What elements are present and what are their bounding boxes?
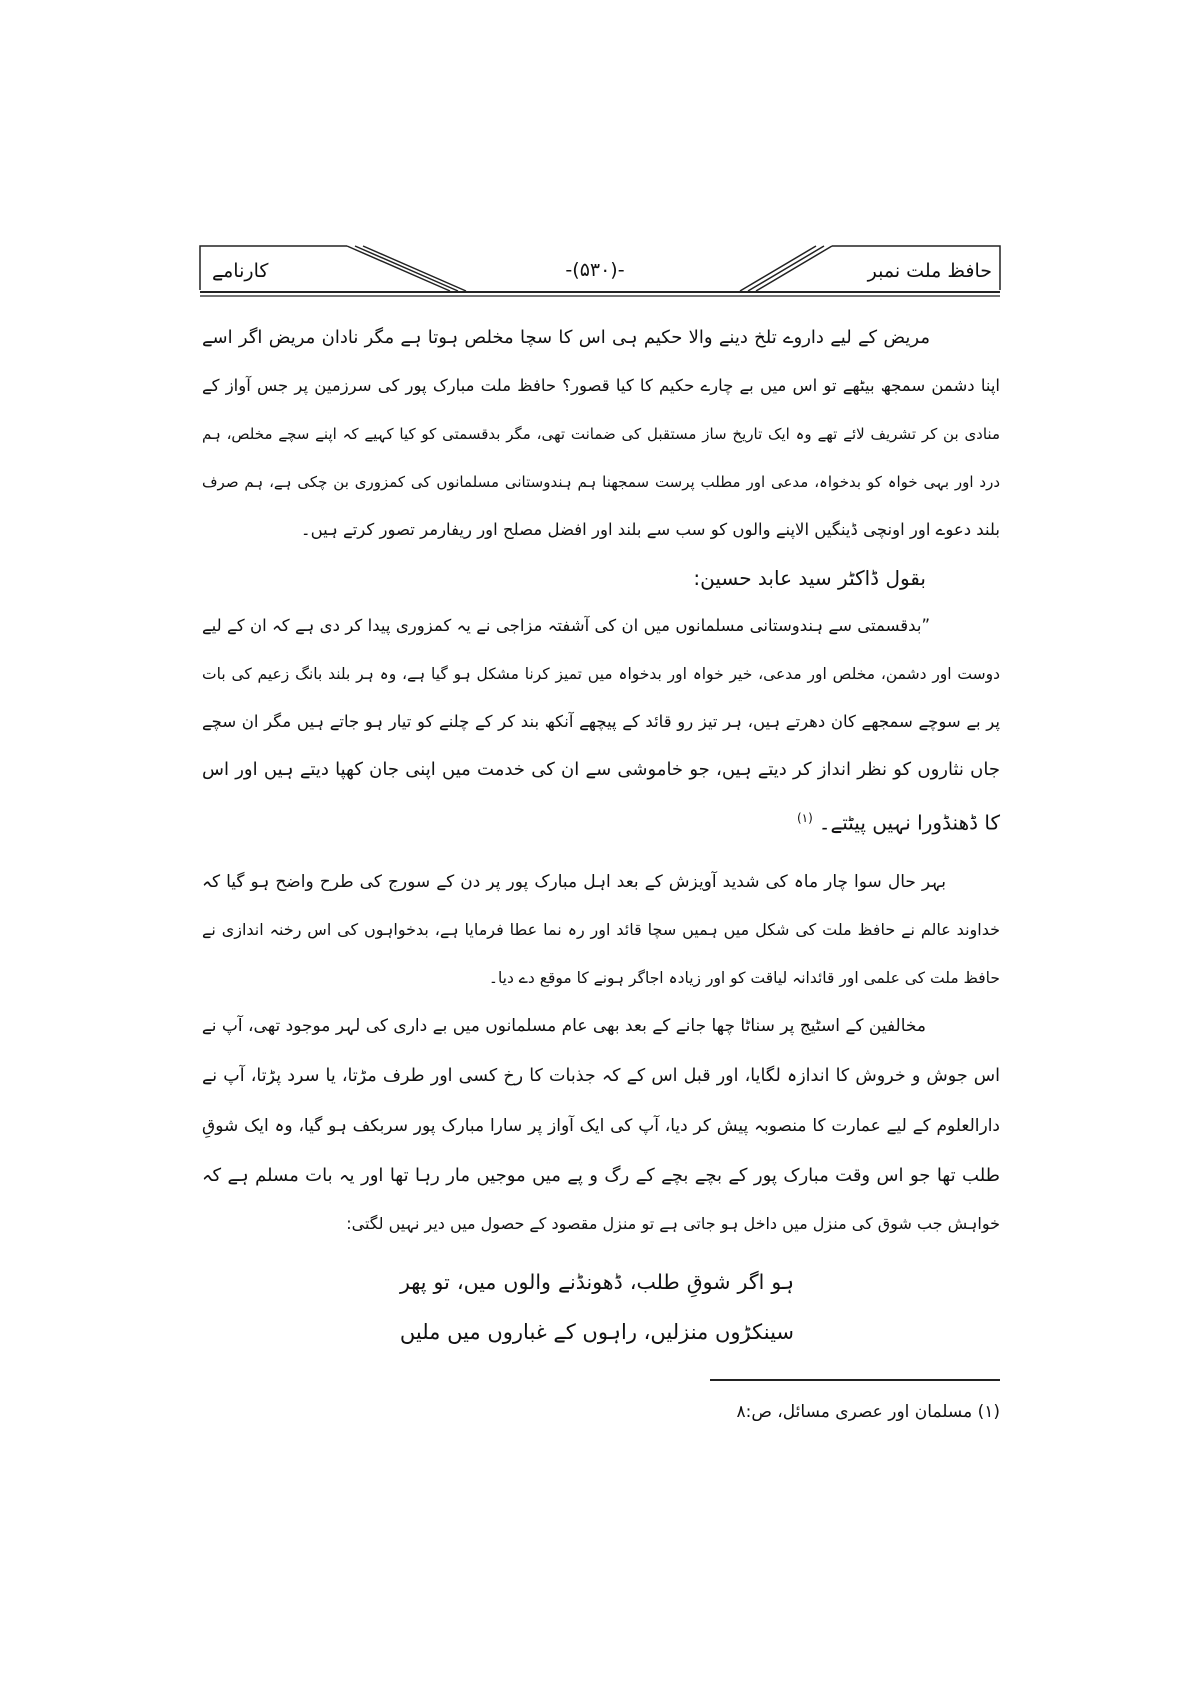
body-line: اپنا دشمن سمجھ بیٹھے تو اس میں بے چارے حکیم کا کیا قصور؟ حافظ ملت مبارک پور کی سرزمین پر جس آواز کے [202, 376, 1000, 395]
footnote-marker[interactable]: (۱) [796, 811, 813, 825]
quote-line: دوست اور دشمن، مخلص اور مدعی، خیر خواہ اور بدخواہ میں تمیز کرنا مشکل ہو گیا ہے، وہ ہر بلند بانگ زعیم کی بات [202, 665, 1000, 683]
body-line: مخالفین کے اسٹیج پر سناٹا چھا جانے کے بعد بھی عام مسلمانوں میں بے داری کی لہر موجود تھی، آپ نے [201, 1016, 926, 1036]
quote-line: پر بے سوچے سمجھے کان دھرتے ہیں، ہر تیز رو قائد کے پیچھے آنکھ بند کر کے چلنے کو تیار ہو جاتے ہیں مگر ان سچے [202, 712, 1000, 731]
body-line: اس جوش و خروش کا اندازہ لگایا، اور قبل اس کے کہ جذبات کا رخ کسی اور طرف مڑتا، یا سرد پڑتا، آپ نے [202, 1066, 1000, 1086]
footnote: (۱) مسلمان اور عصری مسائل، ص:۸ [736, 1402, 1000, 1422]
footnote-rule [710, 1379, 1000, 1381]
quote-line-last [700, 798, 1000, 838]
body-line: بلند دعوے اور اونچی ڈینگیں الاپنے والوں کو سب سے بلند اور افضل مصلح اور ریفارمر تصور کرتے ہیں۔ [300, 520, 1000, 539]
body-line: خواہش جب شوق کی منزل میں داخل ہو جاتی ہے تو منزل مقصود کے حصول میں دیر نہیں لگتی: [346, 1214, 1000, 1233]
page-number: -(۵۳۰)- [565, 259, 625, 281]
quote-line: ”بدقسمتی سے ہندوستانی مسلمانوں میں ان کی آشفتہ مزاجی نے یہ کمزوری پیدا کر دی ہے کہ ان کے لیے [202, 616, 930, 635]
body-line: مریض کے لیے داروے تلخ دینے والا حکیم ہی اس کا سچا مخلص ہوتا ہے مگر نادان مریض اگر اسے [202, 327, 930, 348]
body-line: طلب تھا جو اس وقت مبارک پور کے بچے بچے کے رگ و پے میں موجیں مار رہا تھا اور یہ بات مسلم ہے کہ [202, 1165, 1000, 1186]
quote-attribution: بقول ڈاکٹر سید عابد حسین: [693, 566, 926, 590]
couplet-line: سینکڑوں منزلیں، راہوں کے غباروں میں ملیں [399, 1320, 794, 1344]
body-line: حافظ ملت کی علمی اور قائدانہ لیاقت کو اور زیادہ اجاگر ہونے کا موقع دے دیا۔ [488, 969, 1000, 987]
body-line: دارالعلوم کے لیے عمارت کا منصوبہ پیش کر دیا، آپ کی ایک آواز پر سارا مبارک پور سربکف ہو گیا، وہ ایک شوقِ [202, 1116, 1000, 1136]
header-publication-title: حافظ ملت نمبر [867, 260, 992, 282]
body-line: خداوند عالم نے حافظ ملت کی شکل میں ہمیں سچا قائد اور رہ نما عطا فرمایا ہے، بدخواہوں کی اس رخنہ اندازی نے [202, 920, 1000, 939]
body-line: بہر حال سوا چار ماہ کی شدید آویزش کے بعد اہل مبارک پور پر دن کے سورج کی طرح واضح ہو گیا کہ [202, 872, 946, 892]
quote-line: جاں نثاروں کو نظر انداز کر دیتے ہیں، جو خاموشی سے ان کی خدمت میں اپنی جان کھپا دیتے ہیں اور اس [202, 759, 1000, 780]
header-section-title: کارنامے [212, 260, 269, 282]
body-line: منادی بن کر تشریف لائے تھے وہ ایک تاریخ ساز مستقبل کی ضمانت تھی، مگر بدقسمتی کو کیا کہیے کہ اپنے سچے مخلص، ہم [202, 425, 1000, 443]
quote-text: کا ڈھنڈورا نہیں پیٹتے۔ [818, 810, 1000, 835]
body-line: درد اور بہی خواہ کو بدخواہ، مدعی اور مطلب پرست سمجھنا ہم ہندوستانی مسلمانوں کی کمزوری بن چکی ہے، ہم صرف [202, 473, 1000, 491]
couplet-line: ہو اگر شوقِ طلب، ڈھونڈنے والوں میں، تو پھر [400, 1270, 794, 1294]
